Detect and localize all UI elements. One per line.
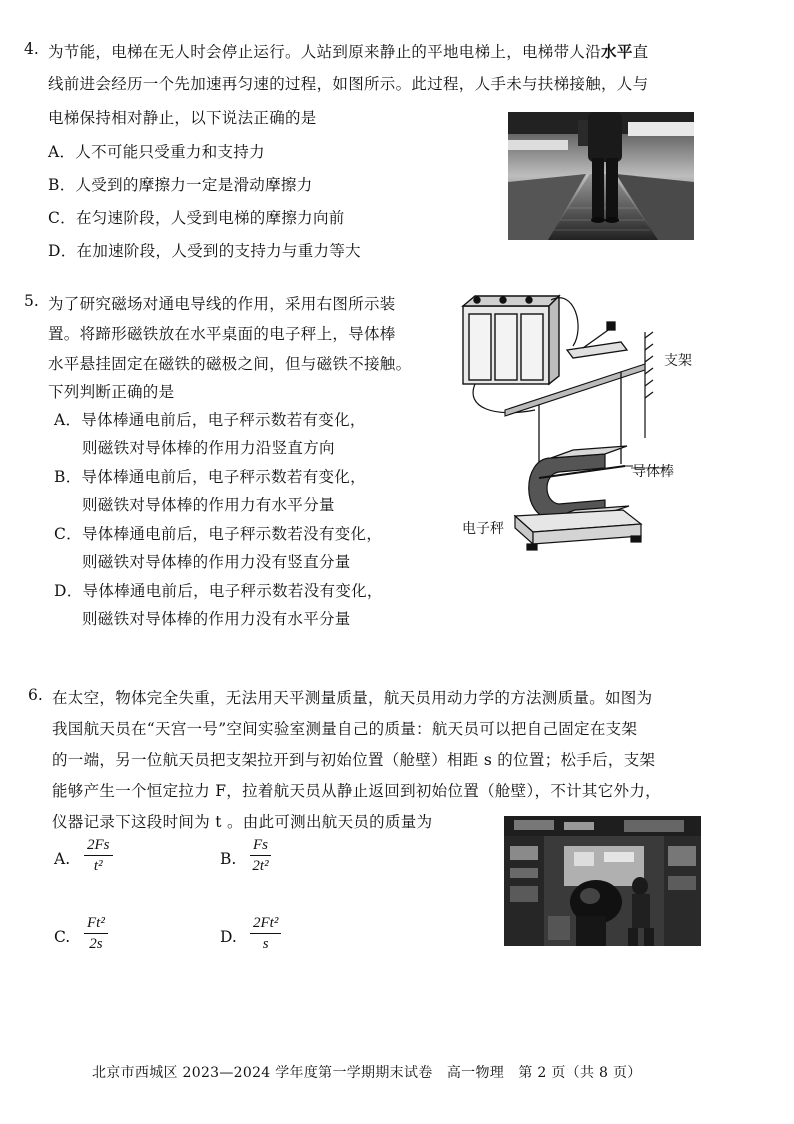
q6-option-d-fraction <box>250 914 281 953</box>
q4-stem-emphasis: 水平 <box>601 42 633 61</box>
q4-number: 4. <box>24 40 39 58</box>
q6-option-b-numerator: Fs <box>250 836 271 856</box>
q6-option-d-label: D. <box>220 928 237 946</box>
q4-option-a: A．人不可能只受重力和支持力 <box>48 143 265 161</box>
q6-option-b-label: B. <box>220 850 237 868</box>
q5-option-b-line-1: B．导体棒通电前后，电子秤示数若有变化， <box>54 468 366 486</box>
q6-option-c-fraction <box>84 914 108 953</box>
page-footer: 北京市西城区 2023—2024 学年度第一学期期末试卷 高一物理 第 2 页（共 8 页） <box>92 1065 642 1081</box>
q6-option-c-numerator: Ft² <box>84 914 108 934</box>
horseshoe-magnet-icon <box>529 446 629 518</box>
q6-stem-line-2: 我国航天员在“天宫一号”空间实验室测量自己的质量：航天员可以把自己固定在支架 <box>52 720 638 738</box>
q6-option-b-fraction <box>250 836 271 875</box>
label-support: 支架 <box>664 353 692 369</box>
q5-option-b-line-2: 则磁铁对导体棒的作用力有水平分量 <box>82 496 335 514</box>
q6-option-a-label: A. <box>54 850 71 868</box>
q6-stem-line-3: 的一端，另一位航天员把支架拉开到与初始位置（舱壁）相距 s 的位置；松手后，支架 <box>52 751 656 769</box>
q5-option-a-line-2: 则磁铁对导体棒的作用力沿竖直方向 <box>82 439 335 457</box>
escalator-photo-svg <box>508 112 694 240</box>
q6-stem-line-5: 仪器记录下这段时间为 t 。由此可测出航天员的质量为 <box>52 813 433 831</box>
q6-option-d-numerator: 2Ft² <box>250 914 281 934</box>
q4-stem-line-3: 电梯保持相对静止，以下说法正确的是 <box>48 109 317 127</box>
q4-option-b: B．人受到的摩擦力一定是滑动摩擦力 <box>48 176 313 194</box>
q4-stem-line-1c: 直 <box>632 43 649 61</box>
q4-stem-line-1a: 为节能，电梯在无人时会停止运行。人站到原来静止的平地电梯上，电梯带人沿 <box>48 43 602 61</box>
q4-option-d: D．在加速阶段，人受到的支持力与重力等大 <box>48 242 361 260</box>
q4-option-c: C．在匀速阶段，人受到电梯的摩擦力向前 <box>48 209 345 227</box>
q5-option-c-line-2: 则磁铁对导体棒的作用力没有竖直分量 <box>82 553 351 571</box>
q5-stem-line-2: 置。将蹄形磁铁放在水平桌面的电子秤上，导体棒 <box>48 325 396 343</box>
q6-option-c-denominator: 2s <box>89 936 103 952</box>
escalator-photo <box>508 112 694 240</box>
q4-stem-line-1 <box>48 40 648 62</box>
q5-stem-line-3: 水平悬挂固定在磁铁的磁极之间，但与磁铁不接触。 <box>48 355 412 373</box>
q5-option-d-line-1: D．导体棒通电前后，电子秤示数若没有变化， <box>54 582 383 600</box>
q6-option-b-denominator: 2t² <box>252 858 269 874</box>
electronic-scale-icon <box>515 510 641 550</box>
q5-number: 5. <box>24 292 39 310</box>
q5-option-a-line-1: A．导体棒通电前后，电子秤示数若有变化， <box>54 411 366 429</box>
label-electronic-scale: 电子秤 <box>462 521 504 537</box>
q5-option-d-line-2: 则磁铁对导体棒的作用力没有水平分量 <box>82 610 351 628</box>
space-station-photo-svg <box>504 816 701 946</box>
q6-option-a-fraction <box>84 836 113 875</box>
q5-option-c-line-1: C．导体棒通电前后，电子秤示数若没有变化， <box>54 525 383 543</box>
q5-stem-line-1: 为了研究磁场对通电导线的作用，采用右图所示装 <box>48 295 396 313</box>
q5-stem-line-4: 下列判断正确的是 <box>48 383 175 401</box>
wall-support-icon <box>645 332 653 438</box>
q6-stem-line-4: 能够产生一个恒定拉力 F，拉着航天员从静止返回到初始位置（舱壁），不计其它外力， <box>52 782 661 800</box>
q4-stem-line-2: 线前进会经历一个先加速再匀速的过程，如图所示。此过程，人手未与扶梯接触，人与 <box>48 75 649 93</box>
q6-stem-line-1: 在太空，物体完全失重，无法用天平测量质量，航天员用动力学的方法测质量。如图为 <box>52 689 653 707</box>
q6-option-d-denominator: s <box>262 936 269 952</box>
q6-number: 6. <box>28 686 43 704</box>
q6-option-a-denominator: t² <box>93 858 103 874</box>
q6-option-a-numerator: 2Fs <box>84 836 113 856</box>
space-station-photo <box>504 816 701 946</box>
q6-option-c-label: C. <box>54 928 71 946</box>
label-conductor-rod: 导体棒 <box>632 464 674 480</box>
battery-icon <box>463 296 559 384</box>
